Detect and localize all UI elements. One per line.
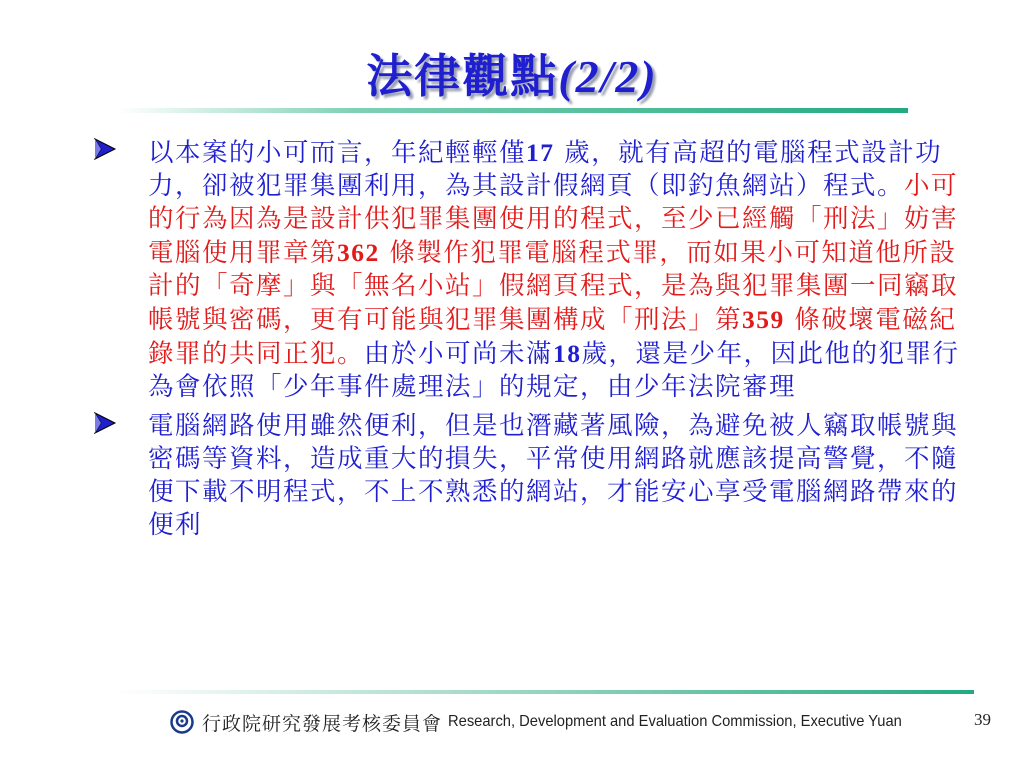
text-segment: 條破壞電磁紀錄罪的共同正犯。 [148,305,957,369]
text-segment: 歲，還是少年，因此他的犯罪行為會依照「少年事件處理法」的規定，由少年法院審理 [148,339,960,402]
footer [170,708,941,736]
slide-title [0,40,1024,106]
arrow-bullet-icon [92,410,118,436]
arrow-bullet-icon [92,136,118,162]
bullet-list [92,136,972,548]
text-segment: 362 [337,238,380,267]
slide-title-main: 法律觀點 [366,49,559,103]
rdec-logo-icon [170,710,194,734]
slide-title-part: (2/2) [558,51,658,102]
text-segment: 359 [742,305,785,334]
text-segment: 18 [553,339,582,368]
text-segment: 17 [526,138,555,167]
title-divider [118,108,908,113]
bullet-item-2 [92,410,972,542]
page-number: 39 [974,710,991,729]
text-segment: 由於小可尚未滿 [364,339,554,369]
text-segment: 歲，就有高超的電腦程式設計功力，卻被犯罪集團利用，為其設計假網頁（即釣魚網站）程式。 [148,138,943,201]
footer-divider [118,690,974,694]
text-segment: 條製作犯罪電腦程式罪，而如果小可知道他所設計的「奇摩」與「無名小站」假網頁程式，是為與犯罪集團一同竊取帳號與密碼，更有可能與犯罪集團構成「刑法」第 [148,238,959,335]
text-segment: 小可的行為因為是設計供犯罪集團使用的程式，至少已經觸「刑法」妨害電腦使用罪章第 [148,171,959,268]
footer-org-english: Research, Development and Evaluation Commission, Executive Yuan [448,713,902,730]
bullet-text-2 [148,411,958,540]
text-segment: 以本案的小可而言，年紀輕輕僅 [148,138,527,168]
bullet-item-1 [92,136,972,404]
bullet-text-1 [148,138,960,402]
footer-org-chinese: 行政院研究發展考核委員會 [202,712,443,735]
text-segment: 電腦網路使用雖然便利，但是也潛藏著風險，為避免被人竊取帳號與密碼等資料，造成重大的損失，平常使用網路就應該提高警覺，不隨便下載不明程式，不上不熟悉的網站，才能安心享受電腦網路帶來的便利 [148,411,959,540]
